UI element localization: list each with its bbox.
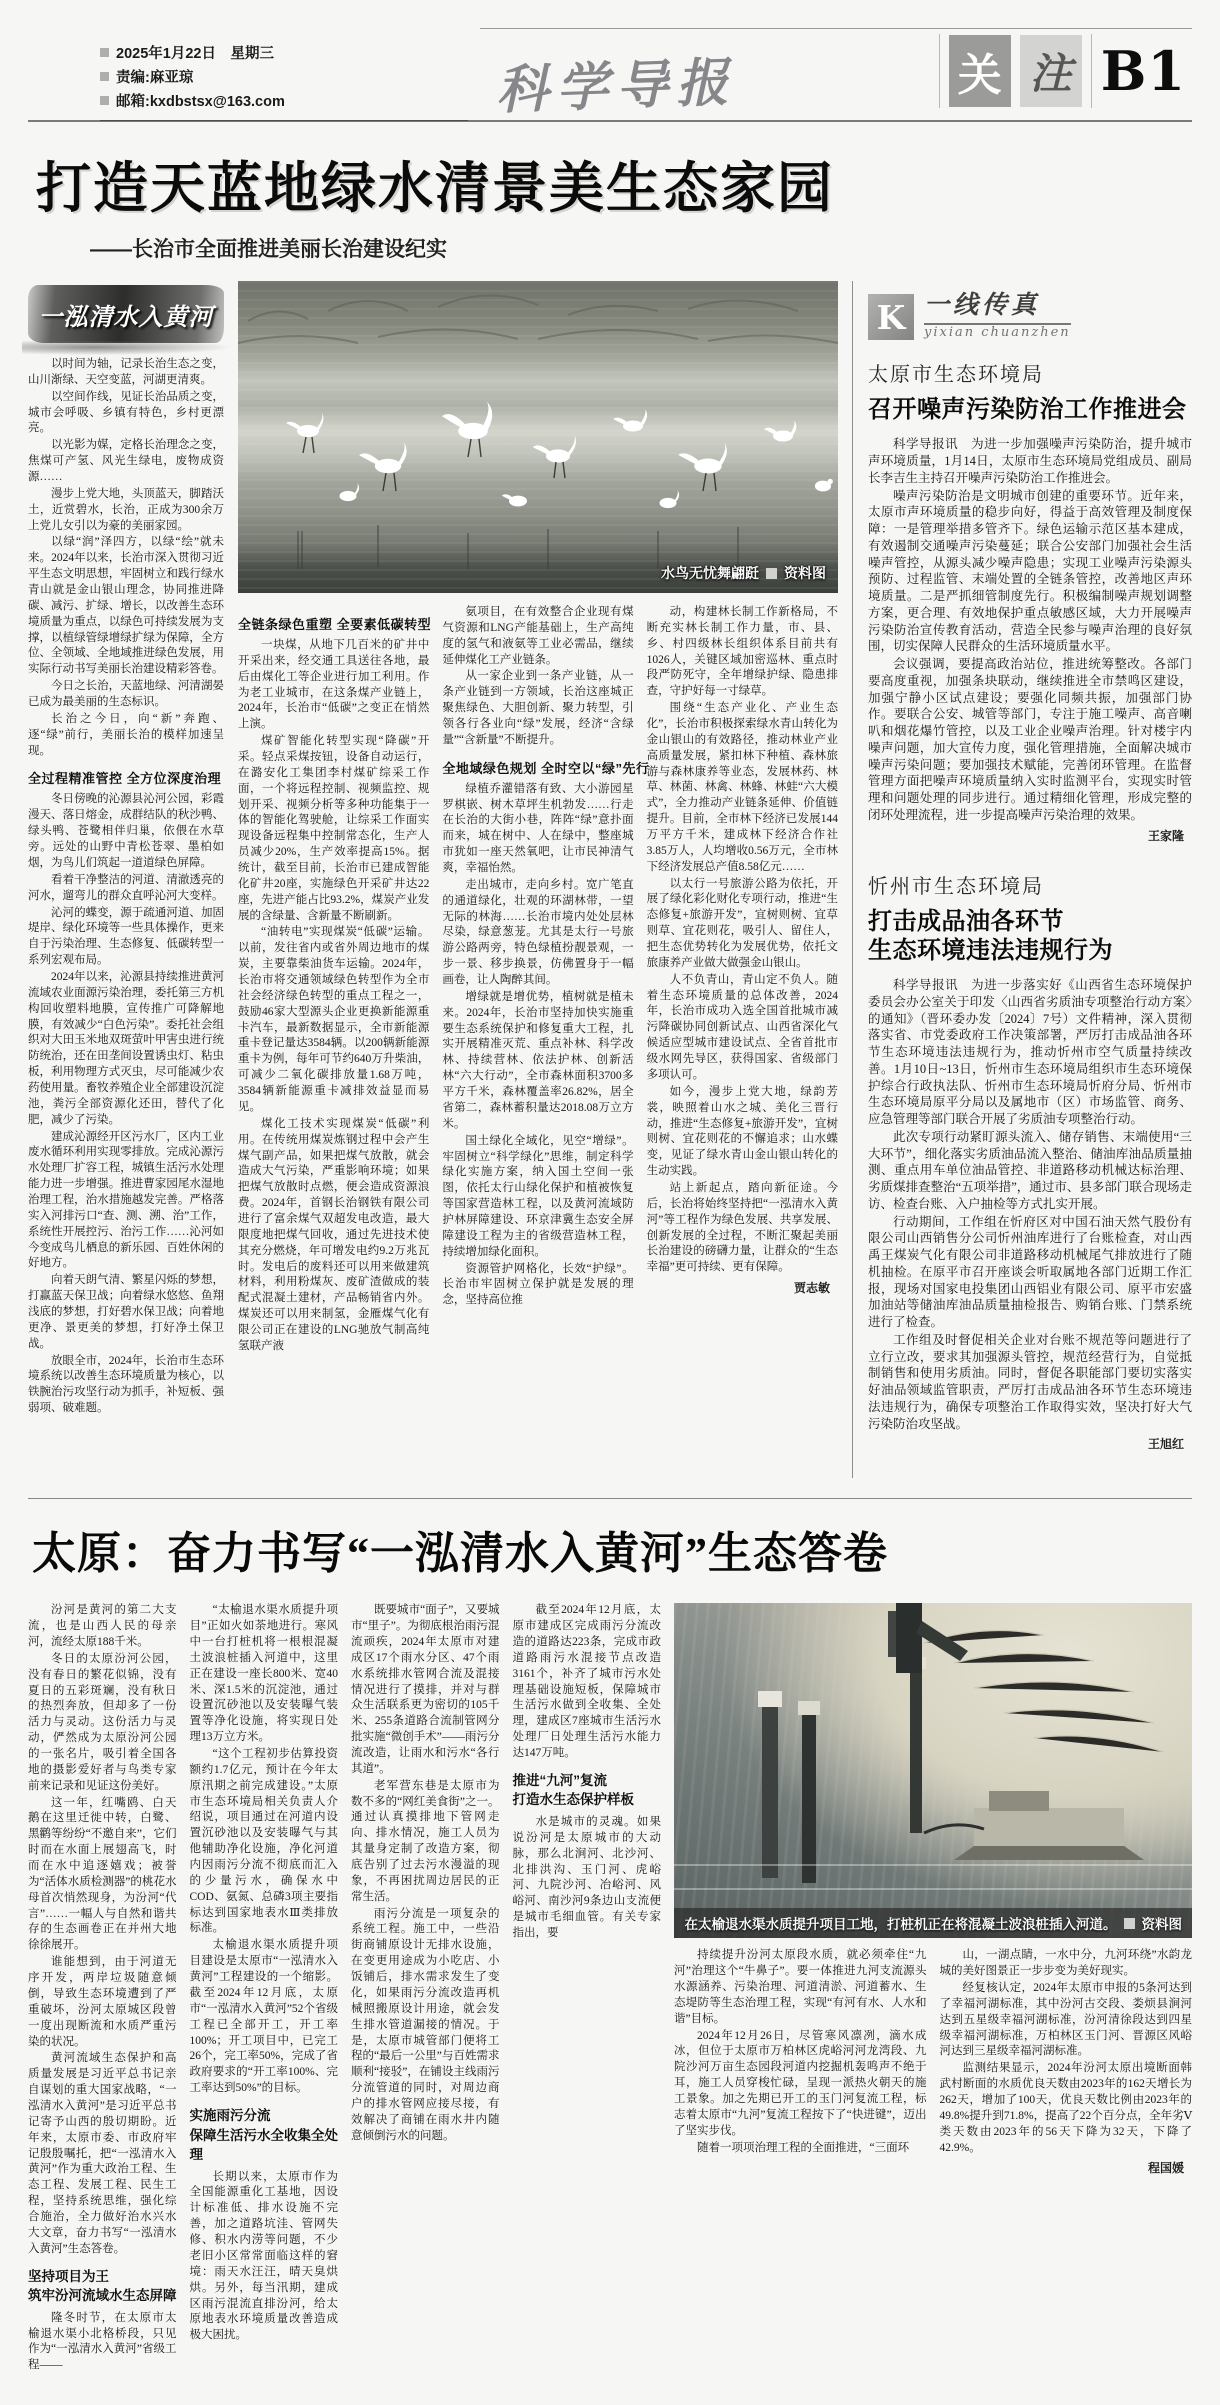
page-header (28, 26, 1192, 122)
body-paragraph: 监测结果显示，2024年汾河太原出境断面韩武村断面的水质优良天数由2023年的162天增长为262天，增加了100天，优良天数比例由2023年的49.8%提升到71.8%，提高了22个百分点，全年劣Ⅴ类天数由2023年的56天下降为32天，下降了42.9%。 (939, 2062, 1192, 2154)
subhead-line: 保障生活污水全收集全处理 (189, 2127, 338, 2163)
article-kicker: 太原市生态环境局 (868, 364, 1044, 386)
body-paragraph: 人不负青山，青山定不负人。随着生态环境质量的总体改善，2024年，长治市成功入选全国首批城市减污降碳协同创新试点、山西省深化气候适应型城市建设试点、全省首批市级水网先导区，获得国家、省级部门多项认可。 (646, 973, 838, 1081)
body-paragraph: 建成沁源经开区污水厂，区内工业废水循环利用实现零排放。完成沁源污水处理厂扩容工程，城镇生活污水处理能力进一步增强。推进曹家园尾水湿地治理工程，治水措施越发完善。严格落实入河排污口“查、测、溯、治”工作，系统性开展控污、治污工作……沁河如今变成鸟儿栖息的新乐园、百姓休闲的好地方。 (28, 1130, 224, 1270)
subhead-line: 筑牢汾河流域水生态屏障 (28, 2288, 177, 2304)
bottom-columns (28, 1603, 1192, 2375)
body-paragraph: 资源管护网格化，长效“护绿”。长治市牢固树立保护就是发展的理念，坚持高位推 (442, 1262, 634, 1307)
lead-subtitle: ——长治市全面推进美丽长治建设纪实 (90, 238, 447, 261)
bullet-square-icon (100, 48, 109, 57)
body-paragraph: 科学导报讯 为进一步加强噪声污染防治，提升城市声环境质量，1月14日，太原市生态环境局党组成员、副局长李吉生主持召开噪声污染防治工作推进会。 (868, 437, 1192, 485)
body-paragraph: 从一家企业到一条产业链，从一条产业链到一方领域，长治这座城正聚焦绿色、大胆创新、聚力转型，引领各行各业向“绿”发展，经济“含绿量”“含新量”不断提升。 (442, 670, 634, 746)
byline-author: 王旭红 (1147, 1437, 1184, 1452)
body-paragraph: 如今，漫步上党大地，绿韵芳裳，映照着山水之城、美化三晋行动，推进“生态修复+旅游开发”，宜树则树、宜花则花的不懈追求；山水蝶变，见证了绿水青山金山银山转化的生动实践。 (646, 1085, 838, 1178)
body-paragraph: 太榆退水渠水质提升项目建设是太原市“一泓清水入黄河”工程建设的一个缩影。截至2024年12月底，太原市“一泓清水入黄河”52个省级工程已全部开工，开工率100%；开工项目中，已完工26个，完工率50%，完成了省政府要求的“开工率100%、完工率达到50%”的目标。 (189, 1939, 338, 2095)
below-photo-columns (674, 1948, 1192, 2176)
subhead-line: 推进“九河”复流 (512, 1772, 607, 1788)
paragraph-group (868, 436, 1192, 823)
lead-headline: 打造天蓝地绿水清景美生态家园 (36, 157, 835, 219)
photo-caption-text: 在太榆退水渠水质提升项目工地，打桩机正在将混凝土波浪桩插入河道。 (684, 1917, 1117, 1933)
body-paragraph: 既要城市“面子”，又要城市“里子”。为彻底根治雨污混流顽疾，2024年太原市对建成区17个雨水分区、47个雨水系统排水管网合流及混接情况进行了摸排，并对与群众生活联系更为密切的105千米、255条道路合流制管网分批实施“微创手术”——雨污分流改造，让雨水和污水“各行其道”。 (351, 1604, 500, 1775)
body-paragraph: 动，构建林长制工作新格局，不断充实林长制工作力量，市、县、乡、村四级林长组织体系目前共有1026人，关键区域加密巡林、重点时段严防死守，全年增绿护绿、隐患排查，守护好每一寸绿草。 (646, 606, 838, 698)
paragraph-group (190, 2170, 339, 2344)
sidebar (852, 281, 1192, 1478)
bottom-mini-column-2 (940, 1948, 1193, 2176)
body-paragraph: 放眼全市，2024年，长治市生态环境系统以改善生态环境质量为核心，以铁腕治污攻坚行动为抓手，补短板、强弱项、破难题。 (28, 1354, 224, 1415)
body-paragraph: 站上新起点，踏向新征途。今后，长治将始终坚持把“一泓清水入黄河”等工程作为绿色发展、共享发展、创新发展的全过程，不断汇聚起美丽长治建设的磅礴力量，让群众的“生态幸福”更可持续、更有保障。 (646, 1181, 838, 1274)
paragraph-group (442, 782, 633, 1309)
paragraph-group (190, 1603, 339, 2097)
paragraph-group (351, 1603, 500, 2144)
paragraph-group (647, 605, 838, 1276)
contact-email: 邮箱:kxdbstsx@163.com (116, 94, 285, 110)
body-paragraph: 漫步上党大地，头顶蓝天，脚踏沃土，近赏碧水，长治，正成为300余万上党儿女引以为豪的美丽家园。 (28, 487, 224, 532)
photo-caption-text: 水鸟无忧舞翩跹 (661, 567, 759, 582)
paragraph-group (868, 977, 1192, 1432)
lead-column-3 (442, 605, 650, 1356)
email-line (100, 90, 468, 111)
article-headline: 召开噪声污染防治工作推进会 (868, 396, 1187, 423)
subhead-line: 打造水生态保护样板 (512, 1792, 634, 1808)
divider (939, 34, 940, 108)
body-paragraph: 一块煤，从地下几百米的矿井中开采出来，经交通工具送往各地，最后由煤化工等企业进行加工利用。作为老工业城市，在这条煤产业链上，2024年，长治市“低碳”之变正在悄然上演。 (238, 639, 430, 731)
body-paragraph: 汾河是黄河的第二大支流，也是山西人民的母亲河，流经太原188千米。 (28, 1604, 177, 1649)
body-paragraph: 科学导报讯 为进一步落实好《山西省生态环境保护委员会办公室关于印发〈山西省劣质油专项整治行动方案〉的通知》（晋环委办发〔2024〕7号）文件精神，深入贯彻落实省、市党委政府工作决策部署，严厉打击成品油各环节生态环境违法违规行为，推动忻州市空气质量持续改善。1月10日~13日，忻州市生态环境局组织市生态环境保护综合行政执法队、忻州市生态环境局忻府分局、忻州市生态环境局原平分局以及属地市（区）市场监管、商务、应急管理等部门联合开展了劣质油专项整治行动。 (868, 978, 1192, 1127)
k-logo-icon: K (868, 294, 914, 340)
paragraph-group (28, 357, 224, 759)
bottom-right-block (674, 1603, 1192, 2375)
paragraph-group (28, 792, 224, 1417)
body-paragraph: 冬日傍晚的沁源县沁河公园，彩霞漫天、落日熔金，成群结队的秋沙鸭、绿头鸭、苍鹭相伴归巢，依偎在水草旁。远处的山野中青松苍翠、墨柏如烟，为鸟儿们筑起一道道绿色屏障。 (28, 793, 224, 869)
body-paragraph: 走出城市，走向乡村。宽广笔直的通道绿化，壮观的环湖林带，一望无际的林海……长治市境内处处层林尽染，绿意葱茏。尤其是太行一号旅游公路两旁，特色绿植扮靓景观，一步一景、移步换景，仿佛置身于一幅画卷，让人陶醉其间。 (442, 878, 634, 987)
body-paragraph: 工作组及时督促相关企业对台账不规范等问题进行了立行立改，要求其加强源头管控，规范经营行为，自觉抵制销售和使用劣质油。同时，督促各职能部门要切实落实好油品领域监管职责，严厉打击成品油各环节生态环境违法违规行为，确保专项整治工作取得实效，坚决打好大气污染防治攻坚战。 (868, 1332, 1192, 1431)
paragraph-group (28, 2311, 177, 2374)
sidebar-logo (868, 285, 1192, 340)
section-tag-zhu: 注 (1020, 35, 1082, 107)
top-rule (480, 28, 1192, 29)
bottom-column-4 (513, 1603, 662, 2375)
paragraph-group (28, 1603, 177, 2257)
series-badge (28, 285, 224, 343)
lead-article (28, 281, 1192, 1478)
body-paragraph: 噪声污染防治是文明城市创建的重要环节。近年来，太原市声环境质量的稳步向好，得益于高效管理及制度保障：一是管理举措多管齐下。绿色运输示范区基本建成，有效遏制交通噪声污染蔓延；联合公安部门加强社会生活噪声管控，从源头减少噪声隐患；实现工业噪声污染源头预防、过程监管、末端处置的全链条管控，改善地区声环境质量。二是严抓细管制度先行。积极编制噪声规划调整方案，更合理、有效地保护重点敏感区域，大力开展噪声污染防治宣传教育活动，营造全民参与噪声治理的良好氛围，切实保障人民群众的生活环境质量水平。 (868, 488, 1192, 654)
body-paragraph: 黄河流域生态保护和高质量发展是习近平总书记亲自谋划的重大国家战略，“一泓清水入黄河”是习近平总书记寄予山西的殷切期盼。近年来，太原市委、市政府牢记殷殷嘱托，把“一泓清水入黄河”作为重大政治工程、生态工程、发展工程、民生工程，坚持系统思维，强化综合施治，全力做好治水兴水大文章，奋力书写“一泓清水入黄河”生态答卷。 (28, 2052, 177, 2255)
byline-author: 程国媛 (1147, 2161, 1184, 2176)
divider (1091, 34, 1092, 108)
subhead-line: 实施雨污分流 (189, 2107, 271, 2123)
headline-line-1: 打击成品油各环节 (868, 907, 1064, 935)
bottom-column-3 (351, 1603, 500, 2375)
body-paragraph: 隆冬时节，在太原市太榆退水渠小北格桥段，只见作为“一泓清水入黄河”省级工程—— (28, 2311, 177, 2372)
body-paragraph: 国土绿化全域化，见空“增绿”。牢固树立“科学绿化”思维，制定科学绿化实施方案，纳入国土空间一张图，依托太行山绿化保护和植被恢复等国家营造林工程，以及黄河流域防护林屏障建设、环京津冀生态安全屏障建设工程为主的省级营造林工程，持续增加绿化面积。 (442, 1134, 634, 1258)
body-paragraph: 此次专项行动紧盯源头流入、储存销售、末端使用“三大环节”，细化落实劣质油品流入整治、储油库油品质量抽测、重点用车单位油品管控、非道路移动机械达标治理、劣质煤排查整治“五项举措”，通过市、县多部门联合现场走访、检查台账、入户抽检等方式扎实开展。 (868, 1129, 1192, 1211)
paragraph-group (513, 1603, 662, 1762)
body-paragraph: 老军营东巷是太原市为数不多的“网红美食街”之一。通过认真摸排地下管网走向、排水情况，施工人员为其量身定制了改造方案，彻底告别了过去污水漫溢的现象，不再困扰周边居民的正常生活。 (351, 1779, 500, 1903)
construction-illustration (674, 1603, 1192, 1938)
body-paragraph: 以时间为轴，记录长治生态之变，山川渐绿、天空变蓝，河湖更清爽。 (28, 358, 224, 386)
body-paragraph: 冬日的太原汾河公园，没有春日的繁花似锦，没有夏日的五彩斑斓，没有秋日的热烈奔放，但却多了一份活力与灵动。这份活力与灵动，俨然成为太原汾河公园的一张名片，吸引着全国各地的摄影爱好者与鸟类专家前来记录和见证这份美好。 (28, 1652, 177, 1792)
construction-photo (674, 1603, 1192, 1938)
bottom-column-2 (190, 1603, 339, 2375)
body-paragraph: “太榆退水渠水质提升项目”正如火如荼地进行。寒风中一台打桩机将一根根混凝土波浪桩插入河道中，这里正在建设一座长800米、宽40米、深1.5米的沉淀池，通过设置沉砂池以及安装曝气装置等净化设施，将实现日处理13万立方米。 (189, 1604, 338, 1744)
body-paragraph: 山，一湖点睛，一水中分，九河环绕”水韵龙城的美好图景正一步步变为美好现实。 (939, 1949, 1192, 1978)
lead-columns (238, 605, 838, 1356)
series-badge-label: 一泓清水入黄河 (38, 303, 214, 331)
body-paragraph: 截至2024年12月底，太原市建成区完成雨污分流改造的道路达223条，完成市政道路雨污水混接节点改造3161个，补齐了城市污水处理基础设施短板，保障城市生活污水做到全收集、全处理，建成区7座城市生活污水处理厂日处理生活污水能力达147万吨。 (512, 1604, 661, 1760)
editor-line (100, 66, 468, 87)
body-paragraph: 以光影为媒，定格长治理念之变，焦煤可产氢、风光生绿电，废物成资源…… (28, 439, 224, 484)
body-paragraph: 以空间作线，见证长治品质之变，城市会呼吸、乡镇有特色，乡村更漂亮。 (28, 390, 224, 435)
bottom-article (28, 1498, 1192, 2375)
body-paragraph: 煤矿智能化转型实现“降碳”开采。轻点采煤按钮，设备自动运行，在潞安化工集团李村煤矿综采工作面，一个将远程控制、视频监控、规划开采、视频分析等多种功能集于一体的智能化驾驶舱，让综采工作面实现设备远程集中控制常态化，生产人员减少20%，生产效率提高15%。据统计，截至目前，长治市已建成智能化矿井20座，实施绿色开采矿井达22座，先进产能占比93.2%，煤炭产业发展的含绿量、含新量不断刷新。 (238, 735, 430, 922)
body-paragraph: 持续提升汾河太原段水质，就必须牵住“九河”治理这个“牛鼻子”。要一体推进九河支流源头水源涵养、污染治理、河道清淤、河道蓄水、生态堤防等生态治理工程，实现“有河有水、人水和谐”目标。 (674, 1949, 927, 2025)
sidebar-article-2 (868, 870, 1192, 1453)
sidebar-logo-text (924, 285, 1071, 340)
body-paragraph: 雨污分流是一项复杂的系统工程。施工中，一些沿街商铺原设计无排水设施，在变更用途成为小吃店、小饭铺后，排水需求发生了变化，如果雨污分流改造再机械照搬原设计用途，就会发生排水管道漏接的情况。于是，太原市城管部门便将工程的“最后一公里”与百姓需求顺利“接驳”，在铺设主线雨污分流管道的同时，对周边商户的排水管网应接尽接，有效解决了商铺在雨水井内随意倾倒污水的问题。 (351, 1907, 500, 2142)
bottom-column-1 (28, 1603, 177, 2375)
body-paragraph: 今日之长治，天蓝地绿、河清湖晏已成为最美丽的生态标识。 (28, 680, 224, 709)
sidebar-logo-title: 一线传真 (924, 285, 1071, 325)
editor-name: 责编:麻亚琼 (116, 70, 194, 86)
body-paragraph: 看着干净整洁的河道、清澈透亮的河水，遛弯儿的群众直呼沁河大变样。 (28, 873, 224, 902)
sidebar-article-1 (868, 358, 1192, 844)
paragraph-group (674, 1948, 927, 2156)
bottom-headline: 太原：奋力书写“一泓清水入黄河”生态答卷 (32, 1529, 888, 1579)
headline-line-2: 生态环境违法违规行为 (868, 936, 1113, 964)
photo-credit: 资料图 (784, 567, 826, 582)
body-paragraph: 长期以来，太原市作为全国能源重化工基地，因设计标准低、排水设施不完善，加之道路坑洼、管网失修、积水内涝等问题，不少老旧小区常常面临这样的窘境：雨天水汪汪，晴天臭烘烘。另外，每当汛期，建成区雨污混流直排汾河，给太原地表水环境质量改善造成极大困扰。 (189, 2170, 338, 2342)
body-paragraph: 行动期间，工作组在忻府区对中国石油天然气股份有限公司山西销售分公司忻州油库进行了台账检查，对山西禹王煤炭气化有限公司非道路移动机械尾气排放进行了随机抽检。在原平市召开座谈会听取属地各部门近期工作汇报，现场对国家电投集团山西铝业有限公司、原平市宏盛加油站等储油库油品质量抽检报告、购销台账、门禁系统进行了检查。 (868, 1214, 1192, 1330)
article-kicker: 忻州市生态环境局 (868, 875, 1044, 898)
bottom-subhead-3 (513, 1771, 662, 1810)
byline-author: 贾志敏 (793, 1281, 830, 1296)
newspaper-logo: 科学导报 (495, 51, 738, 122)
body-paragraph: 围绕“生态产业化、产业生态化”，长治市积极探索绿水青山转化为金山银山的有效路径，推动林业产业高质量发展，紧扣林下种植、森林旅游与森林康养等业态，发展林药、林草、林菌、林禽、林蜂、林蛙“六大模式”，全力推动产业链条延伸、价值链提升。目前，全市林下经济已发展144万平方千米，建成林下经济合作社3.85万人，人均增收0.56万元，全市林下经济发展总产值8.58亿元…… (646, 702, 838, 873)
photo-credit: 资料图 (1141, 1917, 1182, 1933)
bottom-mini-column-1 (674, 1948, 927, 2176)
date-line (100, 42, 468, 63)
body-paragraph: 谁能想到，由于河道无序开发，两岸垃圾随意倾倒，导致生态环境遭到了严重破坏，汾河太原城区段曾一度出现断流和水质严重污染的状况。 (28, 1956, 177, 2048)
body-paragraph: 长治之今日，向“新”奔跑、逐“绿”前行，美丽长治的模样加速呈现。 (28, 712, 224, 757)
paragraph-group (513, 1815, 662, 1942)
photo-caption (661, 563, 826, 583)
page-number: B1 (1100, 39, 1186, 103)
lead-column-4 (647, 605, 838, 1356)
lead-column-1 (28, 281, 224, 1478)
body-paragraph: 向着天朗气清、繁星闪烁的梦想，打赢蓝天保卫战；向着绿水悠悠、鱼翔浅底的梦想，打好碧水保卫战；向着地更净、景更美的梦想，打好净土保卫战。 (28, 1274, 224, 1350)
body-paragraph: 随着一项项治理工程的全面推进，“三面环 (697, 2141, 910, 2154)
body-paragraph: “这个工程初步估算投资额约1.7亿元，预计在今年太原汛期之前完成建设。”太原市生态环境局相关负责人介绍说，项目通过在河道内设置沉砂池以及安装曝气与其他辅助净化设施，净化河道内因雨污分流不彻底而汇入的少量污水，确保水中COD、氨氮、总磷3项主要指标达到国家地表水Ⅲ类排放标准。 (189, 1748, 338, 1935)
lead-subhead-2: 全链条绿色重塑 全要素低碳转型 (238, 617, 432, 632)
bottom-subhead-1 (28, 2267, 177, 2306)
credit-square-icon (1124, 1918, 1135, 1929)
byline-author: 王家隆 (1147, 828, 1184, 843)
paragraph-group (442, 605, 633, 749)
photo-caption (674, 1908, 1192, 1938)
body-paragraph: “油转电”实现煤炭“低碳”运输。以前，发往省内或省外周边地市的煤炭，主要靠柴油货车运输。2024年，长治市将交通领域绿色转型作为全市社会经济绿色转型的重点工程之一，鼓励46家大型源头企业更换新能源重卡汽车，最新数据显示，全市新能源重卡登记量达3584辆。以200辆新能源重卡为例，每年可节约640万升柴油，可减少二氧化碳排放量1.68万吨，3584辆新能源重卡减排效益显而易见。 (238, 926, 430, 1113)
bottom-subhead-2 (190, 2106, 339, 2165)
section-tags (939, 34, 1186, 108)
birds-illustration (238, 281, 838, 593)
body-paragraph: 煤化工技术实现煤炭“低碳”利用。在传统用煤炭炼钢过程中会产生煤气副产品，如果把煤气放散，就会造成大气污染，严重影响环境；如果把煤气放散时点燃，便会造成资源浪费。2024年，首钢长治钢铁有限公司进行了富余煤气双超发电改造，最大限度地把煤气回收，通过先进技术使其充分燃烧，年可增发电约9.2万兆瓦时。发电后的废料还可以用来做建筑材料，利用粉煤灰、废矿渣做成的装配式混凝土建材，产品畅销省内外。煤炭还可以用来制氢，金雁煤气化有限公司正在建设的LNG驰放气制高纯氢联产液 (238, 1117, 430, 1352)
paragraph-group (940, 1948, 1193, 2156)
paragraph-group (238, 638, 429, 1355)
body-paragraph: 绿植乔灌错落有致、大小游园星罗棋嵌、树木草坪生机勃发……行走在长治的大街小巷，阵阵“绿”意扑面而来，城在树中、人在绿中，整座城市犹如一座天然氧吧，让市民神清气爽，幸福怡然。 (442, 782, 634, 875)
credit-square-icon (766, 568, 777, 579)
article-headline (868, 907, 1192, 966)
body-paragraph: 2024年12月26日，尽管寒风凛冽，滴水成冰，但位于太原市万柏林区虎峪河河龙湾段、九院沙河万亩生态园段河道内挖掘机轰鸣声不绝于耳，施工人员穿梭忙碌，呈现一派热火朝天的施工景象。加之先期已开工的玉门河复流工程，标志着太原市“九河”复流工程按下了“快进键”，迈出了坚实步伐。 (674, 2029, 927, 2137)
body-paragraph: 经复核认定，2024年太原市申报的5条河达到了幸福河湖标准，其中汾河古交段、娄烦县涧河达到五星级幸福河湖标准，汾河清徐段达到四星级幸福河湖标准，万柏林区玉门河、晋源区风峪河达到三星级幸福河湖标准。 (939, 1982, 1192, 2058)
bullet-square-icon (100, 72, 109, 81)
sidebar-logo-pinyin: yixian chuanzhen (924, 325, 1071, 340)
body-paragraph: 氨项目，在有效整合企业现有煤气资源和LNG产能基础上，生产高纯度的氢气和液氨等工业必需品，继续延伸煤化工产业链条。 (442, 606, 634, 666)
lead-subhead-1: 全过程精准管控 全方位深度治理 (28, 771, 222, 787)
body-paragraph: 这一年，红嘴鸥、白天鹅在这里迁徙中转，白鹭、黑鹳等纷纷“不邀自来”，它们时而在水面上展翅高飞，时而在水中追逐嬉戏；被誉为“活体水质检测器”的桃花水母首次悄然现身，为汾河“代言”……一幅人与自然和谐共存的生态画卷正在并州大地徐徐展开。 (28, 1796, 177, 1952)
body-paragraph: 会议强调，要提高政治站位，推进统筹整改。各部门要高度重视，加强条块联动，继续推进全市禁鸣区建设，加强宁静小区试点建设；要强化同频共振，加强部门协作。要联合公安、城管等部门，专注于施工噪声、高音喇叭和烟花爆竹管控，以及工业企业噪声治理。针对楼宇内噪声问题，加大宣传力度，强化管理措施，全面解决城市噪声污染问题；要加强技术赋能，完善闭环管理。在监督管理方面把噪声环境质量纳入实时监测平台，实现实时管理和问题处理的同步进行。通过精细化管理，形成完整的闭环处理流程，进一步提高噪声污染治理的效果。 (868, 657, 1192, 822)
masthead-meta (100, 42, 468, 121)
bullet-square-icon (100, 96, 109, 105)
section-tag-guan: 关 (949, 35, 1011, 107)
body-paragraph: 沁河的蝶变，源于疏通河道、加固堤岸、绿化环境等一些具体操作，更来自于污染治理、生态修复、低碳转型一系列宏观布局。 (28, 906, 224, 967)
body-paragraph: 增绿就是增优势，植树就是植未来。2024年，长治市坚持加快实施重要生态系统保护和修复重大工程，扎实开展精准灭荒、重点补林、科学改林、持续营林、依法护林、创新活林“六大行动”，全市森林面积3700多平方千米，森林覆盖率26.82%，居全省第二，森林蓄积量达2018.08万立方米。 (442, 990, 634, 1130)
wetland-birds-photo (238, 281, 838, 593)
lead-column-2 (238, 605, 432, 1356)
lead-middle (238, 281, 838, 1478)
body-paragraph: 水是城市的灵魂。如果说汾河是太原城市的大动脉，那么北涧河、北沙河、北排洪沟、玉门河、虎峪河、九院沙河、冶峪河、风峪河、南沙河9条边山支流便是城市毛细血管。有关专家指出，要 (512, 1816, 661, 1940)
body-paragraph: 以绿“润”泽四方，以绿“绘”就未来。2024年以来，长治市深入贯彻习近平生态文明思想，牢固树立和践行绿水青山就是金山银山理念，协同推进降碳、减污、扩绿、增长，以改善生态环境质量为重点，以绿色可持续发展为支撑，以植绿管绿增绿扩绿为保障，全方位、全领域、全地域推进绿色发展，用实际行动书写美丽长治建设精彩答卷。 (28, 536, 224, 676)
body-paragraph: 以太行一号旅游公路为依托，开展了绿化彩化财化专项行动，推进“生态修复+旅游开发”，宜树则树、宜草则草、宜花则花，吸引人、留住人，把生态优势转化为发展优势，依托文旅康养产业做大做强金山银山。 (646, 877, 838, 969)
body-paragraph: 2024年以来，沁源县持续推进黄河流域农业面源污染治理，委托第三方机构回收塑料地膜，宣传推广可降解地膜，有效减少“白色污染”。委托社会组织对大田玉米地双斑萤叶甲害虫进行统防统治，还在田垄间设置诱虫灯、粘虫板，利用物理方式灭虫，尽可能减少农药使用量。畜牧养殖企业全部建设沉淀池，粪污全部资源化还田，替代了化肥，减少了污染。 (28, 970, 224, 1126)
lead-subhead-3: 全地域绿色规划 全时空以“绿”先行 (442, 760, 650, 776)
subhead-line: 坚持项目为王 (28, 2268, 109, 2284)
issue-date: 2025年1月22日 星期三 (116, 46, 274, 62)
